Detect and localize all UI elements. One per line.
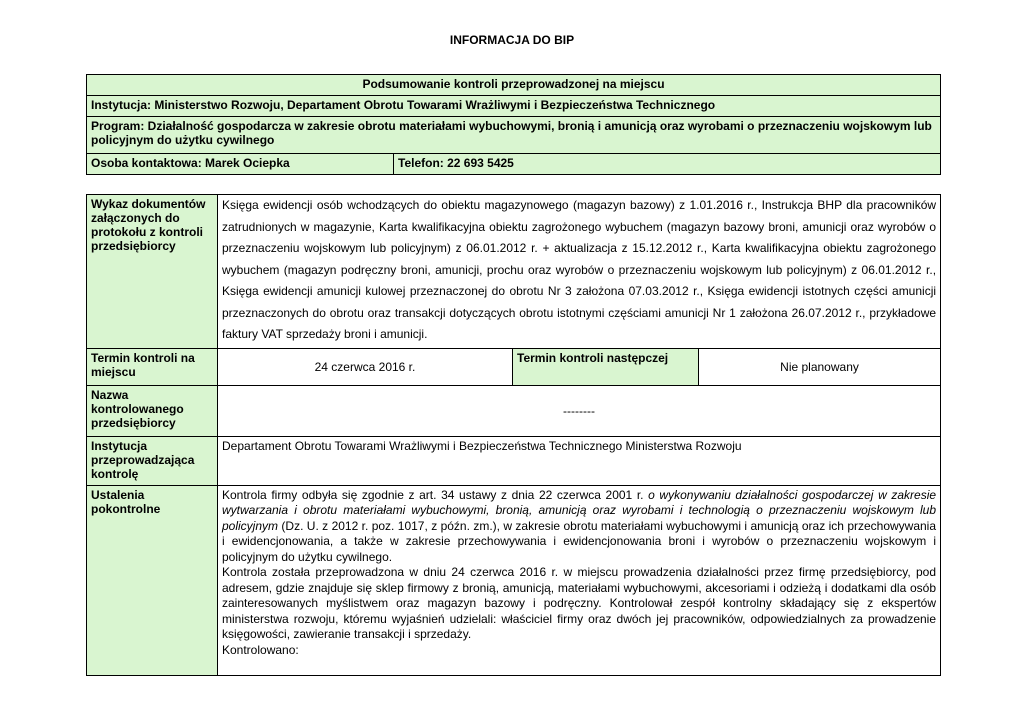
company-name-value: -------- [218,385,941,436]
findings-text: Kontrola firmy odbyła się zgodnie z art. 34 ustawy z dnia 22 czerwca 2001 r. [222,487,649,502]
inspection-date-label: Termin kontroli na miejscu [87,348,218,385]
findings-paragraph-3: Kontrolowano: [222,642,299,657]
inspecting-institution-label: Instytucja przeprowadzająca kontrolę [87,436,218,485]
documents-value: Księga ewidencji osób wchodzących do obiektu magazynowego (magazyn bazowy) z 1.01.2016 r., Instrukcja BHP dla pracowników zatrudnionych w magazynie, Karta kwalifikacyjna obiektu zagrożonego wybuchem (magazyn bazowy broni, amunicji oraz wyrobów o przeznaczeniu wojskowym lub policyjnym) z 06.01.2012 r. + aktualizacja z 15.12.2012 r., Karta kwalifikacyjna obiektu zagrożonego wybuchem (magazyn podręczny broni, amunicji, prochu oraz wyrobów o przeznaczeniu wojskowym lub policyjnym) z 06.01.2012 r., Księga ewidencji amunicji kulowej przeznaczonej do obrotu Nr 3 założona 07.03.2012 r., Księga ewidencji istotnych części amunicji przeznaczonych do obrotu oraz transakcji dotyczących obrotu istotnymi częściami amunicji Nr 1 założona 26.07.2012 r., przykładowe faktury VAT sprzedaży broni i amunicji. [218,195,941,349]
contact-person: Osoba kontaktowa: Marek Ociepka [87,154,394,175]
summary-table [86,74,941,175]
summary-heading: Podsumowanie kontroli przeprowadzonej na miejscu [87,75,941,96]
findings-value [218,485,941,675]
law-title: o wykonywaniu działalności gospodarczej w zakresie wytwarzania i obrotu materiałami wybuchowymi, bronią, amunicją oraz wyrobami i technologią o przeznaczeniu wojskowym lub policyjnym [222,487,937,533]
findings-text: (Dz. U. z 2012 r. poz. 1017, z późn. zm.), w zakresie obrotu materiałami wybuchowymi i amunicją oraz ich przechowywania i ewidencjonowania, a także w zakresie przechowywania i ewidencjonowania broni i wyrobów o przeznaczeniu wojskowym i policyjnym do użytku cywilnego. [222,518,937,564]
next-inspection-label: Termin kontroli następczej [513,348,699,385]
program-row: Program: Działalność gospodarcza w zakresie obrotu materiałami wybuchowymi, bronią i amunicją oraz wyrobami o przeznaczeniu wojskowym lub policyjnym do użytku cywilnego [87,117,941,154]
findings-paragraph-2: Kontrola została przeprowadzona w dniu 24 czerwca 2016 r. w miejscu prowadzenia działalności przez firmę przedsiębiorcy, pod adresem, gdzie znajduje się sklep firmowy z bronią, amunicją, materiałami wybuchowymi, akcesoriami i odzieżą i dodatkami dla osób zainteresowanych myślistwem oraz magazyn bazowy i podręczny. Kontrolował zespół kontrolny składający się z ekspertów ministerstwa rozwoju, któremu wyjaśnień udzielali: właściciel firmy oraz dwóch jej pracowników, odpowiedzialnych za prowadzenie księgowości, zawieranie transakcji i sprzedaży. [222,565,937,641]
next-inspection-value: Nie planowany [699,348,941,385]
findings-label: Ustalenia pokontrolne [87,485,218,675]
inspection-date-value: 24 czerwca 2016 r. [218,348,513,385]
findings-paragraph-1 [222,488,936,566]
contact-phone: Telefon: 22 693 5425 [394,154,941,175]
documents-label: Wykaz dokumentów załączonych do protokołu z kontroli przedsiębiorcy [87,195,218,349]
inspecting-institution-value: Departament Obrotu Towarami Wrażliwymi i Bezpieczeństwa Technicznego Ministerstwa Rozwoju [218,436,941,485]
details-table [86,194,941,676]
page-title: INFORMACJA DO BIP [449,33,575,47]
institution-row: Instytucja: Ministerstwo Rozwoju, Departament Obrotu Towarami Wrażliwymi i Bezpieczeństwa Technicznego [87,96,941,117]
company-name-label: Nazwa kontrolowanego przedsiębiorcy [87,385,218,436]
